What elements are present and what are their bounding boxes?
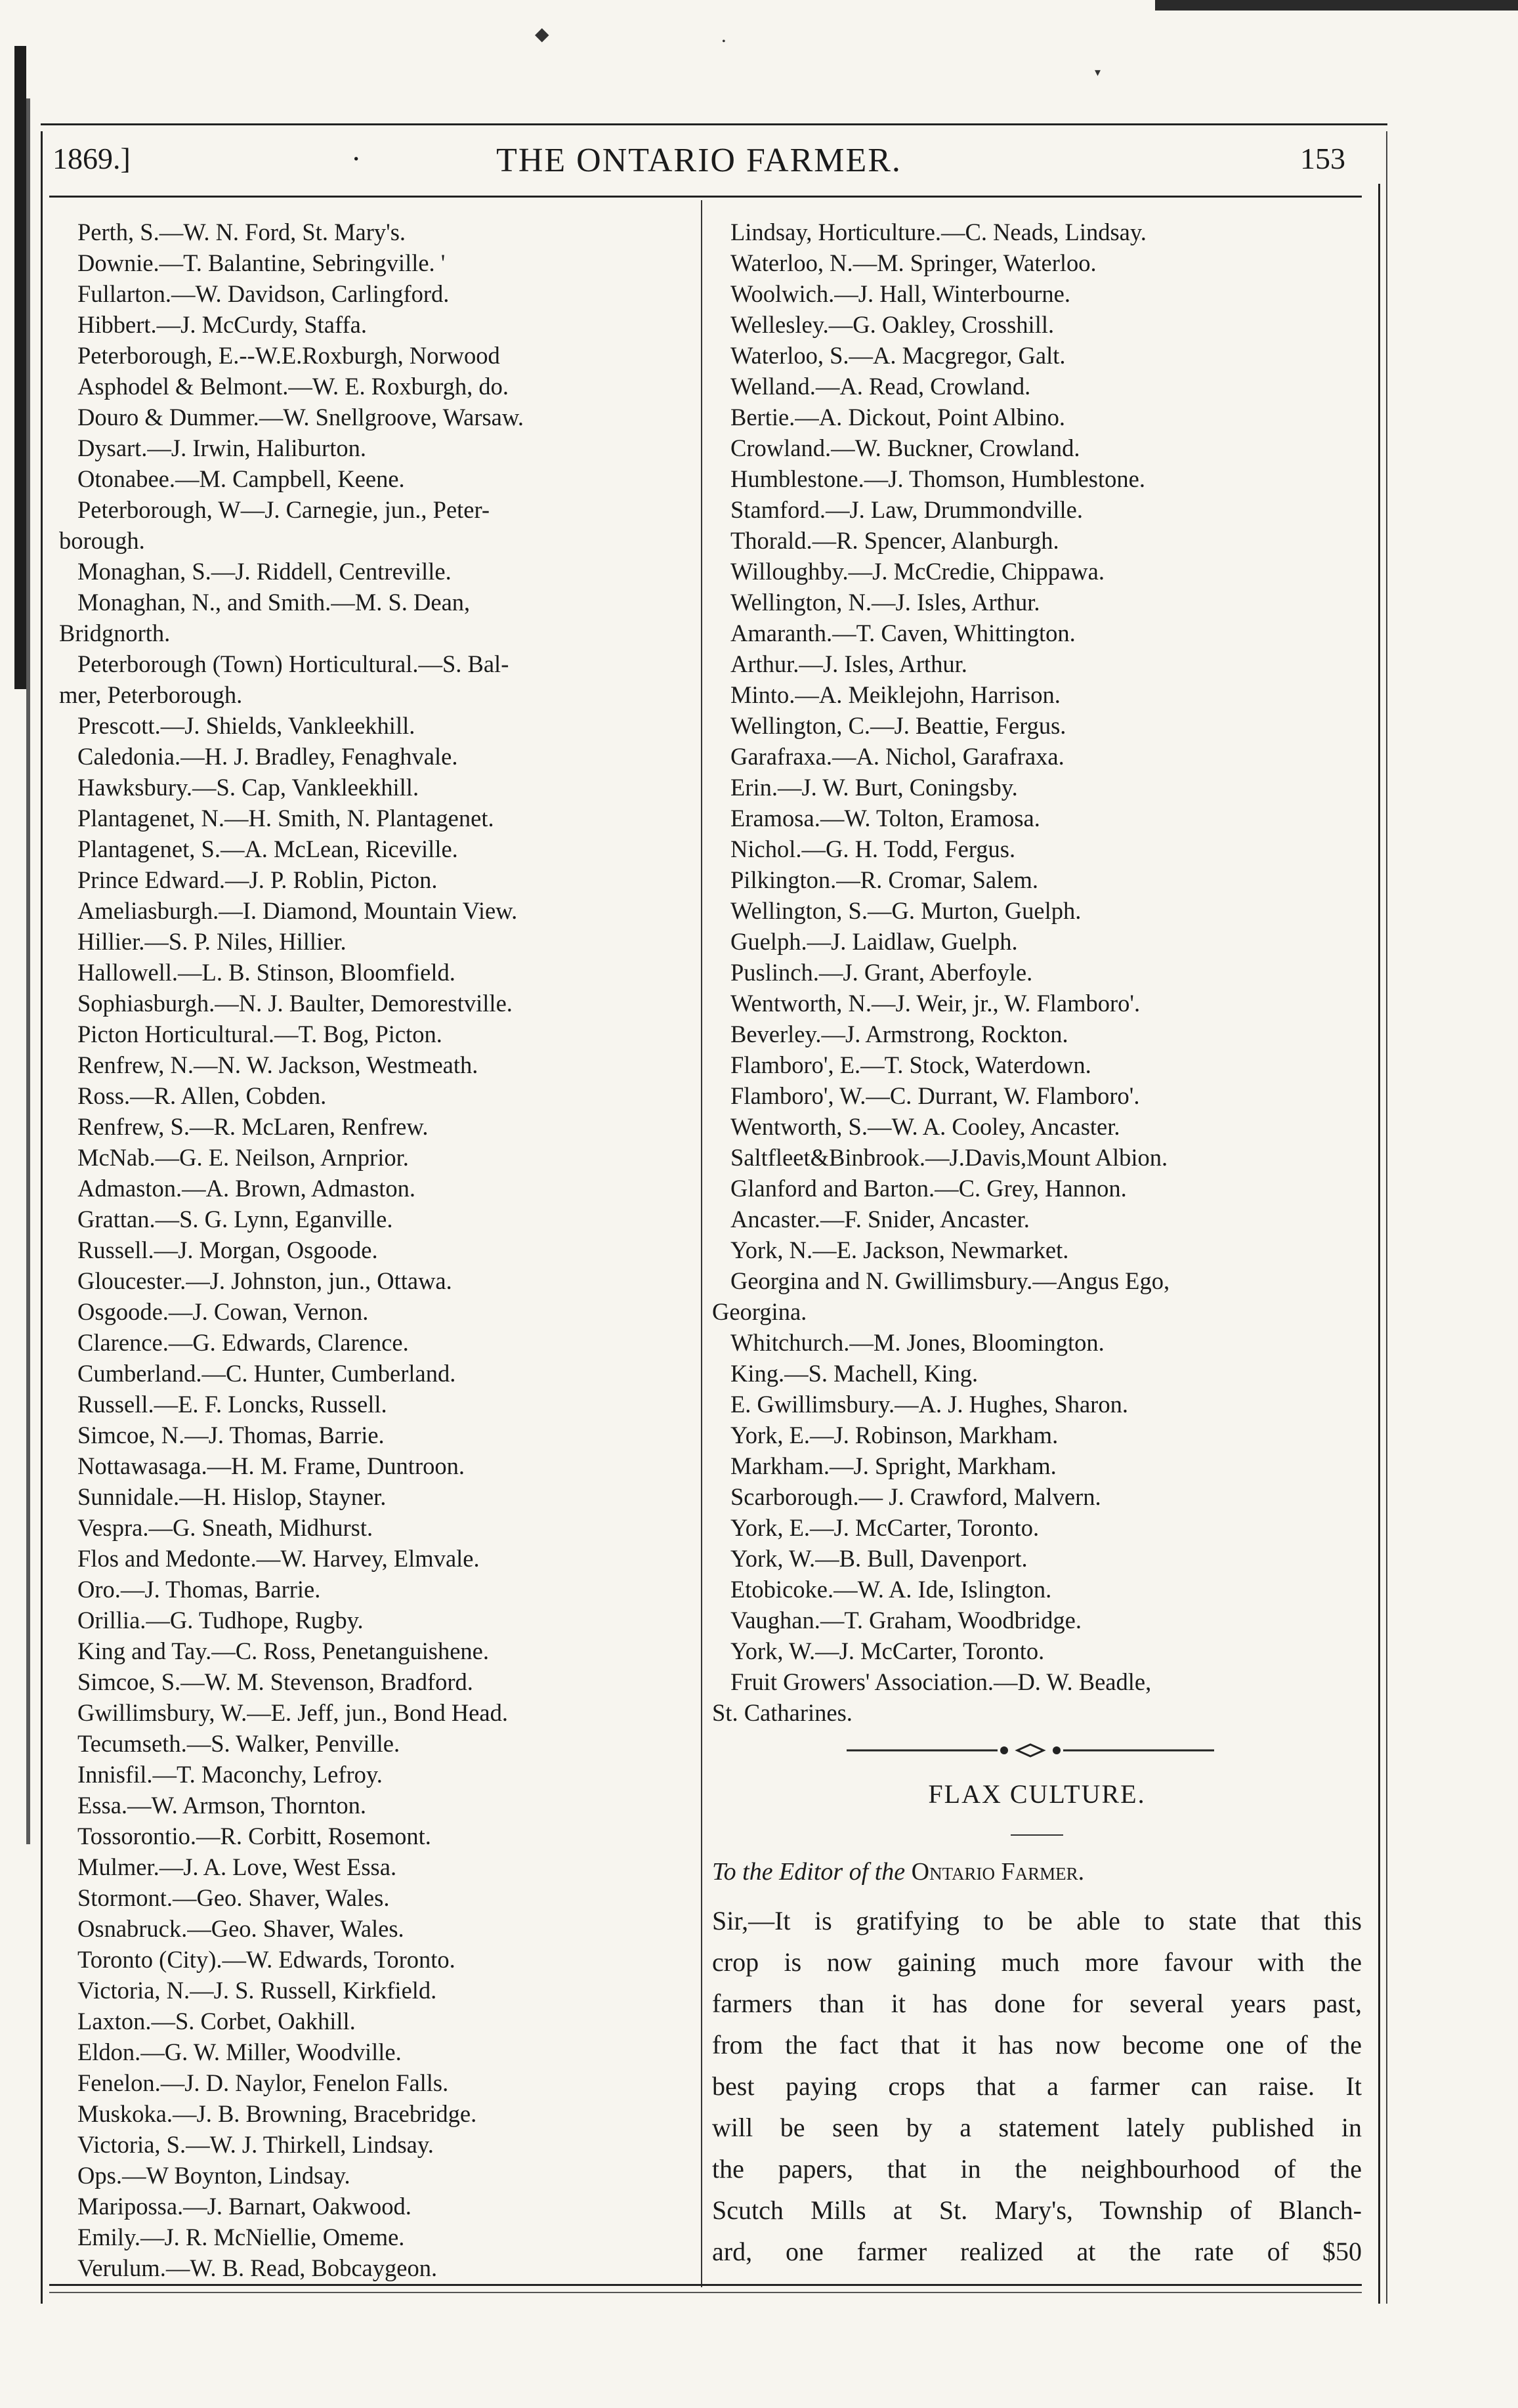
list-entry: mer, Peterborough.	[59, 681, 243, 708]
list-entry: Erin.—J. W. Burt, Coningsby.	[730, 774, 1018, 801]
list-entry: Toronto (City).—W. Edwards, Toronto.	[77, 1946, 455, 1973]
list-entry: Arthur.—J. Isles, Arthur.	[730, 650, 967, 677]
list-entry: Whitchurch.—M. Jones, Bloomington.	[730, 1329, 1105, 1356]
letter-line: crop is now gaining much more favour with the	[712, 1947, 1362, 1977]
list-entry: Wellington, C.—J. Beattie, Fergus.	[730, 712, 1066, 739]
letter-line: best paying crops that a farmer can raise. It	[712, 2071, 1362, 2101]
ink-speck: ▾	[1095, 66, 1101, 79]
list-entry: Fullarton.—W. Davidson, Carlingford.	[77, 280, 450, 307]
list-entry: Waterloo, S.—A. Macgregor, Galt.	[730, 342, 1066, 369]
list-entry: Monaghan, N., and Smith.—M. S. Dean,	[77, 589, 471, 616]
top-edge-rule	[1155, 0, 1518, 11]
list-entry: York, E.—J. Robinson, Markham.	[730, 1422, 1059, 1448]
list-entry: Scarborough.— J. Crawford, Malvern.	[730, 1483, 1101, 1510]
list-entry: Ops.—W Boynton, Lindsay.	[77, 2162, 350, 2189]
list-entry: Simcoe, N.—J. Thomas, Barrie.	[77, 1422, 385, 1448]
list-entry: Picton Horticultural.—T. Bog, Picton.	[77, 1021, 442, 1047]
letter-line: will be seen by a statement lately published in	[712, 2113, 1362, 2142]
list-entry: Osnabruck.—Geo. Shaver, Wales.	[77, 1915, 404, 1942]
section-title: FLAX CULTURE.	[928, 1779, 1146, 1809]
list-entry: Bridgnorth.	[59, 620, 171, 646]
list-entry: Fenelon.—J. D. Naylor, Fenelon Falls.	[77, 2069, 449, 2096]
bottom-rule-outer	[49, 2292, 1362, 2293]
list-entry: Stormont.—Geo. Shaver, Wales.	[77, 1884, 390, 1911]
list-entry: Clarence.—G. Edwards, Clarence.	[77, 1329, 409, 1356]
list-entry: Muskoka.—J. B. Browning, Bracebridge.	[77, 2100, 477, 2127]
list-entry: Guelph.—J. Laidlaw, Guelph.	[730, 928, 1018, 955]
list-entry: Cumberland.—C. Hunter, Cumberland.	[77, 1360, 456, 1387]
list-entry: Flamboro', W.—C. Durrant, W. Flamboro'.	[730, 1082, 1140, 1109]
list-entry: Peterborough, W—J. Carnegie, jun., Peter-	[77, 496, 490, 523]
list-entry: Minto.—A. Meiklejohn, Harrison.	[730, 681, 1061, 708]
letter-line: farmers than it has done for several years past,	[712, 1989, 1362, 2018]
list-entry: Flos and Medonte.—W. Harvey, Elmvale.	[77, 1545, 480, 1572]
letter-line: from the fact that it has now become one of the	[712, 2030, 1362, 2059]
list-entry: Peterborough (Town) Horticultural.—S. Bal-	[77, 650, 509, 677]
list-entry: Laxton.—S. Corbet, Oakhill.	[77, 2008, 356, 2035]
list-entry: Willoughby.—J. McCredie, Chippawa.	[730, 558, 1105, 585]
list-entry: Nottawasaga.—H. M. Frame, Duntroon.	[77, 1452, 465, 1479]
binding-shadow	[14, 46, 26, 689]
page-frame-right	[1378, 184, 1380, 2304]
list-entry: Ross.—R. Allen, Cobden.	[77, 1082, 327, 1109]
list-entry: Wellington, N.—J. Isles, Arthur.	[730, 589, 1040, 616]
list-entry: Oro.—J. Thomas, Barrie.	[77, 1576, 321, 1603]
list-entry: Georgina.	[712, 1298, 807, 1325]
list-entry: Wentworth, S.—W. A. Cooley, Ancaster.	[730, 1113, 1120, 1140]
letter-line: Sir,—It is gratifying to be able to state that this	[712, 1906, 1362, 1935]
list-entry: Renfrew, S.—R. McLaren, Renfrew.	[77, 1113, 429, 1140]
bottom-rule	[49, 2284, 1362, 2286]
list-entry: Plantagenet, N.—H. Smith, N. Plantagenet.	[77, 805, 494, 832]
header-year: 1869.]	[53, 142, 131, 175]
list-entry: Renfrew, N.—N. W. Jackson, Westmeath.	[77, 1051, 478, 1078]
list-entry: York, W.—J. McCarter, Toronto.	[730, 1637, 1045, 1664]
list-entry: Hawksbury.—S. Cap, Vankleekhill.	[77, 774, 419, 801]
letter-line: Scutch Mills at St. Mary's, Township of Blanch-	[712, 2195, 1362, 2225]
ink-speck: ◆	[535, 24, 549, 45]
list-entry: Maripossa.—J. Barnart, Oakwood.	[77, 2193, 411, 2220]
left-column-list	[59, 217, 689, 2283]
list-entry: Bertie.—A. Dickout, Point Albino.	[730, 404, 1065, 431]
list-entry: Essa.—W. Armson, Thornton.	[77, 1792, 367, 1819]
list-entry: Gwillimsbury, W.—E. Jeff, jun., Bond Head.	[77, 1699, 508, 1726]
salutation-prefix: To the Editor of the	[712, 1858, 906, 1886]
list-entry: Woolwich.—J. Hall, Winterbourne.	[730, 280, 1070, 307]
list-entry: Admaston.—A. Brown, Admaston.	[77, 1175, 416, 1202]
list-entry: Eramosa.—W. Tolton, Eramosa.	[730, 805, 1040, 832]
list-entry: Hibbert.—J. McCurdy, Staffa.	[77, 311, 367, 338]
list-entry: Victoria, S.—W. J. Thirkell, Lindsay.	[77, 2131, 434, 2158]
page-frame-right-outer	[1386, 131, 1387, 2304]
list-entry: Otonabee.—M. Campbell, Keene.	[77, 465, 405, 492]
list-entry: Pilkington.—R. Cromar, Salem.	[730, 866, 1038, 893]
header-rule	[49, 196, 1362, 198]
list-entry: Vespra.—G. Sneath, Midhurst.	[77, 1514, 373, 1541]
list-entry: Markham.—J. Spright, Markham.	[730, 1452, 1057, 1479]
list-entry: Russell.—E. F. Loncks, Russell.	[77, 1391, 387, 1418]
list-entry: borough.	[59, 527, 145, 554]
list-entry: Mulmer.—J. A. Love, West Essa.	[77, 1853, 397, 1880]
letter-line: ard, one farmer realized at the rate of $50	[712, 2237, 1362, 2266]
list-entry: York, W.—B. Bull, Davenport.	[730, 1545, 1028, 1572]
list-entry: Douro & Dummer.—W. Snellgroove, Warsaw.	[77, 404, 524, 431]
list-entry: Beverley.—J. Armstrong, Rockton.	[730, 1021, 1068, 1047]
list-entry: Fruit Growers' Association.—D. W. Beadle,	[730, 1668, 1152, 1695]
list-entry: Welland.—A. Read, Crowland.	[730, 373, 1031, 400]
list-entry: Hillier.—S. P. Niles, Hillier.	[77, 928, 347, 955]
list-entry: Ancaster.—F. Snider, Ancaster.	[730, 1206, 1030, 1233]
list-entry: York, N.—E. Jackson, Newmarket.	[730, 1236, 1069, 1263]
list-entry: Humblestone.—J. Thomson, Humblestone.	[730, 465, 1145, 492]
list-entry: Amaranth.—T. Caven, Whittington.	[730, 620, 1076, 646]
letter-line: the papers, that in the neighbourhood of the	[712, 2154, 1362, 2184]
list-entry: Ameliasburgh.—I. Diamond, Mountain View.	[77, 897, 518, 924]
ink-speck: •	[722, 36, 726, 47]
list-entry: York, E.—J. McCarter, Toronto.	[730, 1514, 1040, 1541]
list-entry: Nichol.—G. H. Todd, Fergus.	[730, 835, 1016, 862]
list-entry: Puslinch.—J. Grant, Aberfoyle.	[730, 959, 1033, 986]
list-entry: St. Catharines.	[712, 1699, 853, 1726]
list-entry: Dysart.—J. Irwin, Haliburton.	[77, 434, 366, 461]
page-frame-top	[41, 123, 1387, 125]
list-entry: Tecumseth.—S. Walker, Penville.	[77, 1730, 400, 1757]
salutation-paper: Ontario Farmer.	[911, 1858, 1085, 1886]
list-entry: Innisfil.—T. Maconchy, Lefroy.	[77, 1761, 383, 1788]
list-entry: Verulum.—W. B. Read, Bobcaygeon.	[77, 2254, 438, 2281]
list-entry: Orillia.—G. Tudhope, Rugby.	[77, 1607, 364, 1634]
list-entry: Grattan.—S. G. Lynn, Eganville.	[77, 1206, 393, 1233]
list-entry: Stamford.—J. Law, Drummondville.	[730, 496, 1083, 523]
page-frame-left	[41, 131, 43, 2304]
list-entry: Waterloo, N.—M. Springer, Waterloo.	[730, 249, 1097, 276]
section-ornament	[847, 1741, 1214, 1760]
list-entry: Crowland.—W. Buckner, Crowland.	[730, 434, 1080, 461]
list-entry: Sunnidale.—H. Hislop, Stayner.	[77, 1483, 387, 1510]
list-entry: McNab.—G. E. Neilson, Arnprior.	[77, 1144, 409, 1171]
list-entry: Lindsay, Horticulture.—C. Neads, Lindsay.	[730, 219, 1147, 245]
header-title: THE ONTARIO FARMER.	[496, 142, 902, 179]
list-entry: Garafraxa.—A. Nichol, Garafraxa.	[730, 743, 1065, 770]
list-entry: Georgina and N. Gwillimsbury.—Angus Ego,	[730, 1267, 1170, 1294]
list-entry: Etobicoke.—W. A. Ide, Islington.	[730, 1576, 1052, 1603]
list-entry: Wentworth, N.—J. Weir, jr., W. Flamboro'.	[730, 990, 1141, 1017]
list-entry: Osgoode.—J. Cowan, Vernon.	[77, 1298, 369, 1325]
list-entry: Thorald.—R. Spencer, Alanburgh.	[730, 527, 1059, 554]
list-entry: Sophiasburgh.—N. J. Baulter, Demorestville.	[77, 990, 513, 1017]
list-entry: Prescott.—J. Shields, Vankleekhill.	[77, 712, 415, 739]
list-entry: Russell.—J. Morgan, Osgoode.	[77, 1236, 378, 1263]
list-entry: Monaghan, S.—J. Riddell, Centreville.	[77, 558, 452, 585]
header-dot: ·	[351, 142, 362, 175]
list-entry: E. Gwillimsbury.—A. J. Hughes, Sharon.	[730, 1391, 1128, 1418]
list-entry: Flamboro', E.—T. Stock, Waterdown.	[730, 1051, 1091, 1078]
list-entry: Prince Edward.—J. P. Roblin, Picton.	[77, 866, 438, 893]
title-rule	[1011, 1834, 1063, 1836]
list-entry: King and Tay.—C. Ross, Penetanguishene.	[77, 1637, 490, 1664]
letter-body	[712, 1900, 1362, 2272]
list-entry: Simcoe, S.—W. M. Stevenson, Bradford.	[77, 1668, 473, 1695]
list-entry: Downie.—T. Balantine, Sebringville. '	[77, 249, 446, 276]
running-header	[53, 141, 1345, 187]
list-entry: Tossorontio.—R. Corbitt, Rosemont.	[77, 1823, 431, 1849]
binding-edge	[26, 98, 30, 1844]
list-entry: Caledonia.—H. J. Bradley, Fenaghvale.	[77, 743, 458, 770]
list-entry: Victoria, N.—J. S. Russell, Kirkfield.	[77, 1977, 437, 2004]
list-entry: King.—S. Machell, King.	[730, 1360, 979, 1387]
list-entry: Perth, S.—W. N. Ford, St. Mary's.	[77, 219, 406, 245]
list-entry: Hallowell.—L. B. Stinson, Bloomfield.	[77, 959, 455, 986]
list-entry: Wellesley.—G. Oakley, Crosshill.	[730, 311, 1055, 338]
list-entry: Glanford and Barton.—C. Grey, Hannon.	[730, 1175, 1127, 1202]
list-entry: Peterborough, E.--W.E.Roxburgh, Norwood	[77, 342, 500, 369]
page-number: 153	[1300, 142, 1345, 175]
list-entry: Asphodel & Belmont.—W. E. Roxburgh, do.	[77, 373, 509, 400]
right-column-list	[712, 217, 1362, 1728]
list-entry: Plantagenet, S.—A. McLean, Riceville.	[77, 835, 458, 862]
column-divider	[701, 200, 702, 2287]
list-entry: Eldon.—G. W. Miller, Woodville.	[77, 2038, 402, 2065]
list-entry: Saltfleet&Binbrook.—J.Davis,Mount Albion.	[730, 1144, 1168, 1171]
salutation-line	[712, 1857, 1362, 1886]
list-entry: Vaughan.—T. Graham, Woodbridge.	[730, 1607, 1082, 1634]
list-entry: Emily.—J. R. McNiellie, Omeme.	[77, 2224, 405, 2250]
list-entry: Gloucester.—J. Johnston, jun., Ottawa.	[77, 1267, 452, 1294]
list-entry: Wellington, S.—G. Murton, Guelph.	[730, 897, 1082, 924]
